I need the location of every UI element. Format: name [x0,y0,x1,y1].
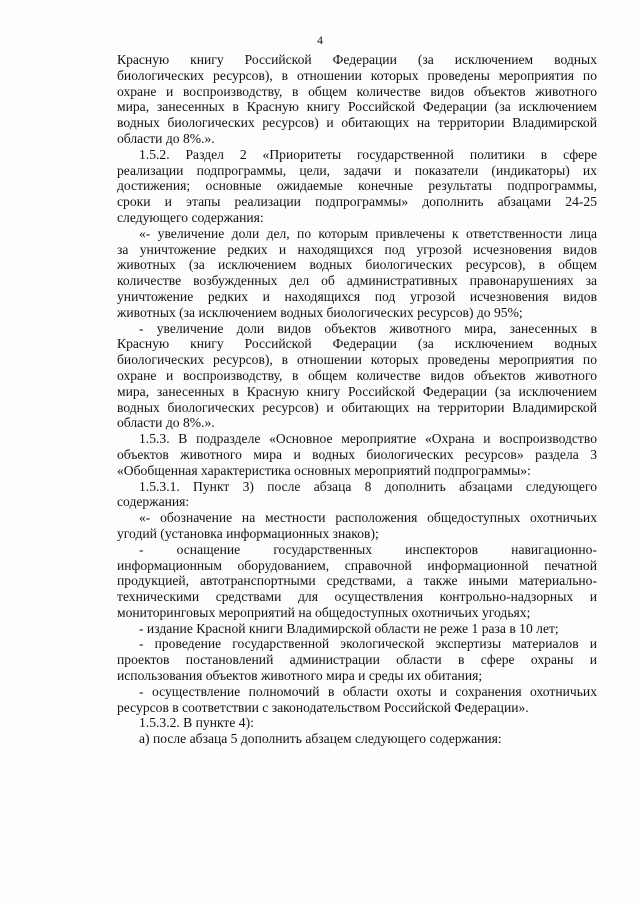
text-line: проектов постановлений администрации области в сфере охраны и [117,652,597,668]
text-line: техническими средствами для осуществления контрольно-надзорных и [117,589,597,605]
text-line: мира, занесенных в Красную книгу Российской Федерации (за исключением [117,99,597,115]
page-number: 4 [317,33,323,47]
text-line: водных биологических ресурсов) и обитающих на территории Владимирской [117,115,597,131]
text-line: животных (за исключением водных биологических ресурсов) до 95%; [117,304,523,320]
text-line: охране и воспроизводству, в общем количестве видов объектов животного [117,367,597,383]
text-line: Красную книгу Российской Федерации (за исключением водных [117,52,597,67]
text-line: - оснащение государственных инспекторов навигационно- [139,541,597,557]
text-line: «- увеличение доли дел, по которым привлечены к ответственности лица [139,225,597,241]
text-line: - увеличение доли видов объектов животного мира, занесенных в [139,320,597,336]
text-line: сроки и этапы реализации подпрограммы» дополнить абзацами 24-25 [117,194,597,210]
text-line: животных (за исключением водных биологических ресурсов), в общем [117,257,597,273]
text-line: мира, занесенных в Красную книгу Российской Федерации (за исключением [117,383,597,399]
text-line: биологических ресурсов), в отношении которых проведены мероприятия по [117,352,597,368]
text-line: водных биологических ресурсов) и обитающих на территории Владимирской [117,399,597,415]
text-line: 1.5.3.1. Пункт 3) после абзаца 8 дополнить абзацами следующего [139,478,597,494]
text-line: за уничтожение редких и находящихся под угрозой исчезновения видов [117,241,597,257]
text-line: Красную книгу Российской Федерации (за исключением водных [117,336,597,352]
text-line: 1.5.2. Раздел 2 «Приоритеты государственной политики в сфере [139,146,597,162]
text-line: «- обозначение на местности расположения общедоступных охотничьих [139,510,597,526]
text-line: - осуществление полномочий в области охоты и сохранения охотничьих [139,683,597,699]
text-line: «Обобщенная характеристика основных мероприятий подпрограммы»: [117,462,531,478]
text-line: использования объектов животного мира и среды их обитания; [117,668,483,684]
text-line: 1.5.3.2. В пункте 4): [139,715,254,731]
text-line: достижения; основные ожидаемые конечные результаты подпрограммы, [117,178,597,194]
text-line: охране и воспроизводству, в общем количестве видов объектов животного [117,83,597,99]
text-line: ресурсов в соответствии с законодательством Российской Федерации». [117,699,529,715]
text-line: объектов животного мира и водных биологических ресурсов» раздела 3 [117,446,597,462]
text-line: биологических ресурсов), в отношении которых проведены мероприятия по [117,67,597,83]
text-line: информационным оборудованием, справочной информационной печатной [117,557,597,573]
text-line: продукцией, автотранспортными средствами, а также иными материально- [117,573,597,589]
text-line: реализации подпрограммы, цели, задачи и показатели (индикаторы) их [117,162,597,178]
text-line: количестве возбужденных дел об административных правонарушениях за [117,273,597,289]
text-line: - проведение государственной экологической экспертизы материалов и [139,636,597,652]
text-line: уничтожение редких и находящихся под угрозой исчезновения видов [117,288,597,304]
text-line: мониторинговых мероприятий на общедоступных охотничьих угодьях; [117,604,531,620]
text-line: - издание Красной книги Владимирской области не реже 1 раза в 10 лет; [139,620,559,636]
text-line: 1.5.3. В подразделе «Основное мероприятие «Охрана и воспроизводство [139,431,597,447]
text-line: области до 8%.». [117,130,215,146]
text-line: а) после абзаца 5 дополнить абзацем следующего содержания: [139,731,502,747]
text-line: следующего содержания: [117,209,264,225]
document-body [117,52,597,747]
text-line: области до 8%.». [117,415,215,431]
text-line: угодий (установка информационных знаков); [117,525,379,541]
text-line: содержания: [117,494,190,510]
